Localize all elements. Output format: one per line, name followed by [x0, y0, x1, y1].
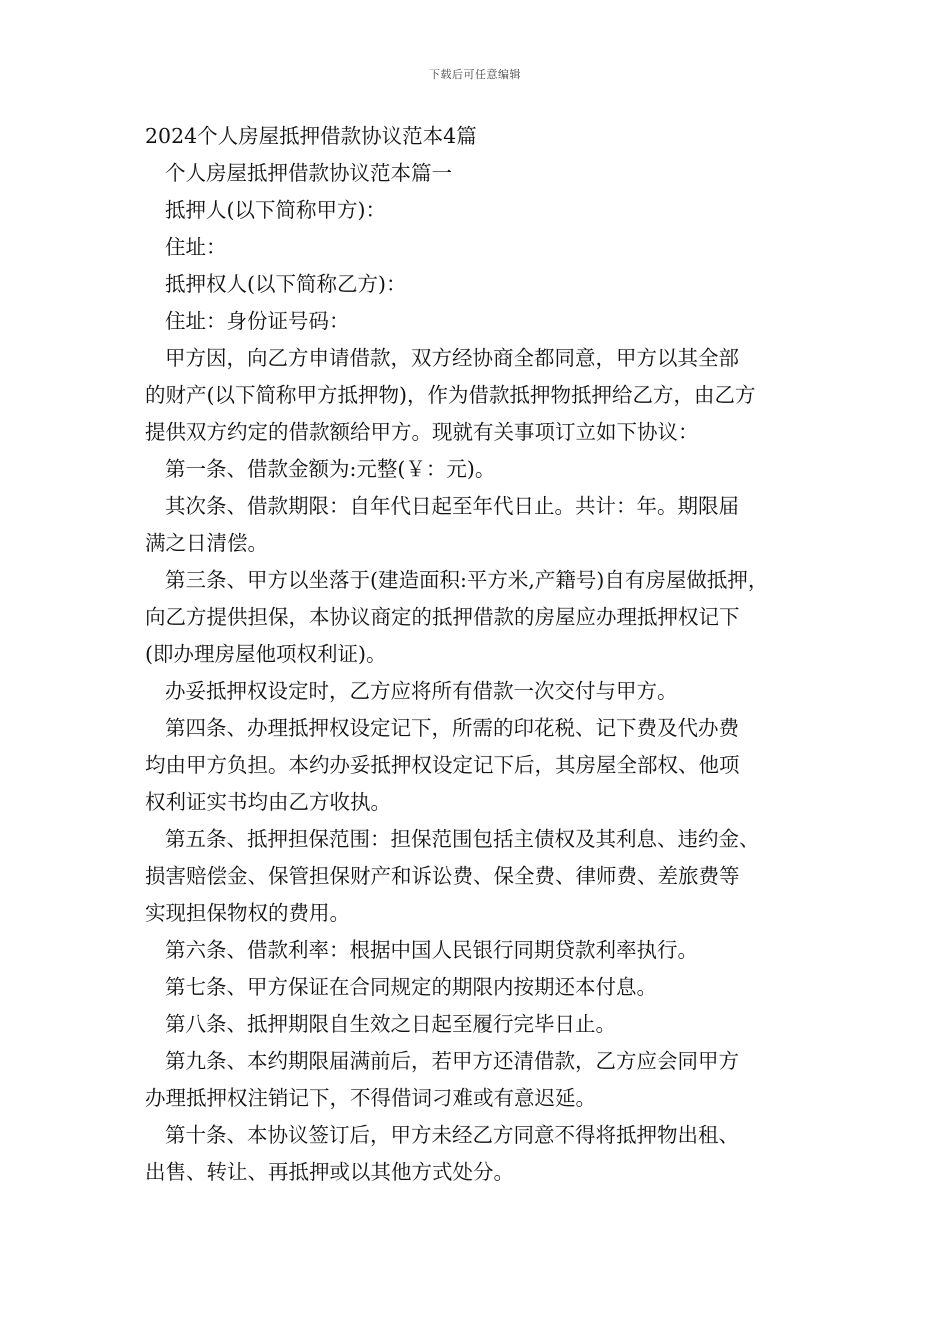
text-line: 损害赔偿金、保管担保财产和诉讼费、保全费、律师费、差旅费等	[145, 864, 740, 888]
text-line: 权利证实书均由乙方收执。	[145, 790, 391, 814]
text-line: 住址：身份证号码：	[165, 309, 350, 333]
text-line: 甲方因，向乙方申请借款，双方经协商全都同意，甲方以其全部	[165, 346, 739, 370]
text-line: 出售、转让、再抵押或以其他方式处分。	[145, 1160, 514, 1184]
text-line: 第四条、办理抵押权设定记下，所需的印花税、记下费及代办费	[165, 716, 739, 740]
document-body	[145, 118, 825, 1191]
text-line: 个人房屋抵押借款协议范本篇一	[165, 161, 452, 185]
page-header-note: 下载后可任意编辑	[429, 68, 521, 81]
text-line: 住址：	[165, 235, 227, 259]
text-line: 第九条、本约期限届满前后，若甲方还清借款，乙方应会同甲方	[165, 1049, 739, 1073]
text-line: 抵押人(以下简称甲方)：	[165, 198, 386, 222]
text-line: 向乙方提供担保，本协议商定的抵押借款的房屋应办理抵押权记下	[145, 605, 740, 629]
text-line: 办理抵押权注销记下，不得借词刁难或有意迟延。	[145, 1086, 596, 1110]
text-line: 第五条、抵押担保范围：担保范围包括主债权及其利息、违约金、	[165, 827, 760, 851]
text-line: 第八条、抵押期限自生效之日起至履行完毕日止。	[165, 1012, 616, 1036]
text-line: 第三条、甲方以坐落于(建造面积:平方米,产籍号)自有房屋做抵押，	[165, 568, 769, 592]
text-line: 第七条、甲方保证在合同规定的期限内按期还本付息。	[165, 975, 657, 999]
text-line: 的财产(以下简称甲方抵押物)，作为借款抵押物抵押给乙方，由乙方	[145, 383, 756, 407]
text-line: 第一条、借款金额为:元整(￥：元)。	[165, 457, 496, 481]
text-line: 抵押权人(以下简称乙方)：	[165, 272, 407, 296]
document-title: 2024个人房屋抵押借款协议范本4篇	[145, 124, 477, 148]
text-line: 第十条、本协议签订后，甲方未经乙方同意不得将抵押物出租、	[165, 1123, 739, 1147]
text-line: 提供双方约定的借款额给甲方。现就有关事项订立如下协议：	[145, 420, 699, 444]
text-line: 实现担保物权的费用。	[145, 901, 350, 925]
text-line: 第六条、借款利率：根据中国人民银行同期贷款利率执行。	[165, 938, 698, 962]
text-line: 满之日清偿。	[145, 531, 268, 555]
text-line: (即办理房屋他项权利证)。	[145, 642, 387, 666]
text-line: 其次条、借款期限：自年代日起至年代日止。共计：年。期限届	[165, 494, 739, 518]
text-line: 均由甲方负担。本约办妥抵押权设定记下后，其房屋全部权、他项	[145, 753, 740, 777]
document-text-lines	[145, 155, 825, 1191]
text-line: 办妥抵押权设定时，乙方应将所有借款一次交付与甲方。	[165, 679, 678, 703]
